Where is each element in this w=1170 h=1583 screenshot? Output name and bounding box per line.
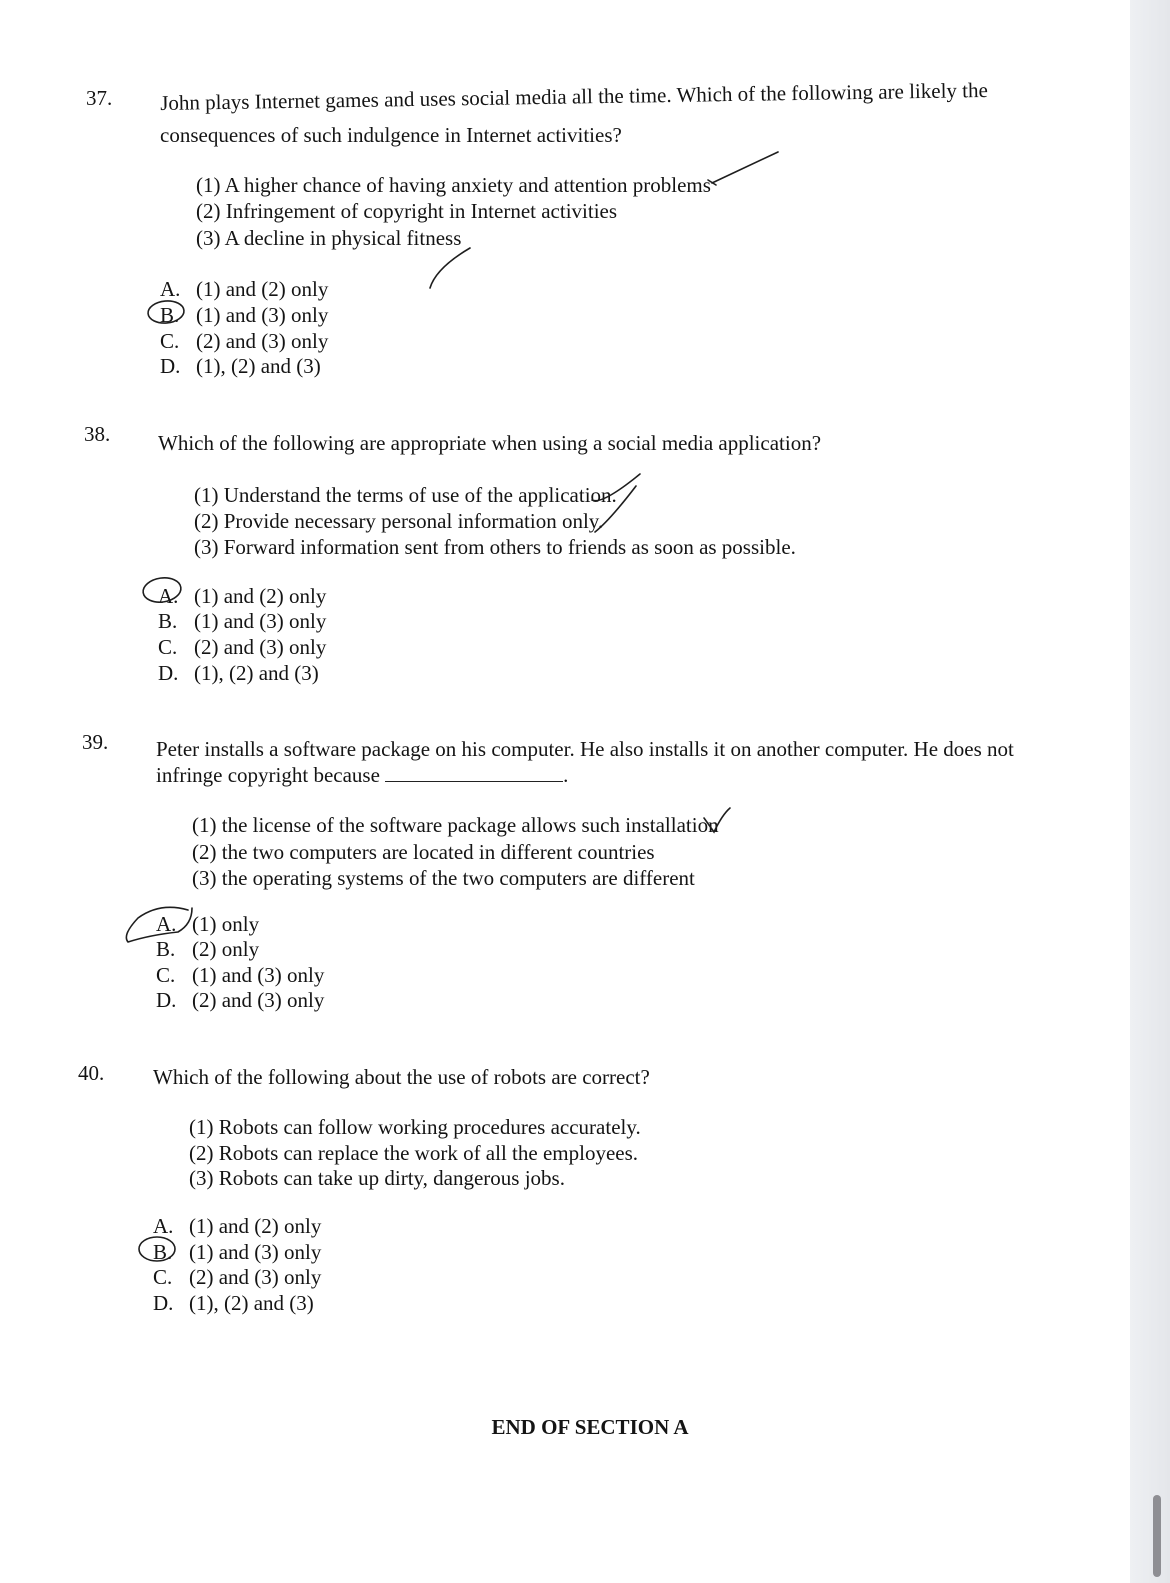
- question-39-text-line2: [156, 762, 568, 788]
- question-38-text-line1: Which of the following are appropriate when using a social media application?: [158, 431, 822, 455]
- question-39-option-c[interactable]: [156, 962, 324, 988]
- question-38-option-d[interactable]: [158, 660, 319, 686]
- question-40-statement-1: (1) Robots can follow working procedures accurately.: [189, 1115, 641, 1139]
- option-letter: D.: [158, 661, 179, 685]
- option-text: (2) and (3) only: [194, 635, 327, 659]
- question-39-number: 39.: [82, 730, 109, 754]
- end-of-section-label: END OF SECTION A: [491, 1415, 689, 1439]
- question-37-option-d[interactable]: [160, 353, 321, 379]
- option-letter: A.: [156, 912, 177, 936]
- answer-blank: [385, 763, 563, 782]
- question-40-statement-3: (3) Robots can take up dirty, dangerous jobs.: [189, 1166, 565, 1190]
- option-text: (1), (2) and (3): [194, 661, 319, 685]
- question-39-statement-2: (2) the two computers are located in different countries: [192, 840, 655, 864]
- option-text: (1) only: [192, 912, 260, 936]
- option-letter: A.: [153, 1214, 174, 1238]
- option-letter: A.: [160, 277, 181, 301]
- question-38-statement-3: (3) Forward information sent from others to friends as soon as possible.: [194, 535, 796, 559]
- option-text: (1) and (2) only: [189, 1214, 322, 1238]
- option-text: (1) and (3) only: [189, 1240, 322, 1264]
- option-letter: D.: [160, 354, 181, 378]
- option-letter: D.: [153, 1291, 174, 1315]
- option-text: (1) and (3) only: [194, 609, 327, 633]
- option-text: (1), (2) and (3): [196, 354, 321, 378]
- option-letter: B.: [153, 1240, 173, 1264]
- question-39-text-line2-end: .: [563, 763, 569, 787]
- question-39-option-a[interactable]: [156, 911, 259, 937]
- question-37-statement-3: (3) A decline in physical fitness: [196, 226, 462, 250]
- question-40-text-line1: Which of the following about the use of robots are correct?: [153, 1065, 650, 1089]
- option-letter: C.: [153, 1265, 173, 1289]
- option-letter: C.: [160, 329, 180, 353]
- question-37-number: 37.: [86, 86, 113, 110]
- question-40-option-a[interactable]: [153, 1213, 321, 1239]
- option-letter: C.: [158, 635, 178, 659]
- question-40-option-c[interactable]: [153, 1264, 321, 1290]
- option-text: (1), (2) and (3): [189, 1291, 314, 1315]
- option-text: (1) and (2) only: [194, 584, 327, 608]
- question-39-text-line2-start: infringe copyright because: [156, 763, 380, 787]
- question-37-statement-1: (1) A higher chance of having anxiety and attention problems: [196, 173, 711, 197]
- question-38-option-a[interactable]: [158, 583, 326, 609]
- question-39-statement-3: (3) the operating systems of the two computers are different: [192, 866, 695, 890]
- question-39-text-line1: Peter installs a software package on his computer. He also installs it on another computer. He does not: [156, 737, 1014, 761]
- question-40-option-d[interactable]: [153, 1290, 314, 1316]
- option-text: (2) only: [192, 937, 260, 961]
- question-40-statement-2: (2) Robots can replace the work of all the employees.: [189, 1141, 639, 1165]
- question-38-statement-2: (2) Provide necessary personal information only.: [194, 509, 604, 533]
- option-text: (2) and (3) only: [196, 329, 329, 353]
- question-38-statement-1: (1) Understand the terms of use of the application.: [194, 483, 617, 507]
- option-text: (2) and (3) only: [189, 1265, 322, 1289]
- question-39-statement-1: (1) the license of the software package allows such installation: [192, 813, 719, 837]
- question-38-number: 38.: [84, 422, 111, 446]
- question-38-option-b[interactable]: [158, 608, 326, 634]
- option-text: (1) and (3) only: [192, 963, 325, 987]
- question-37-option-b[interactable]: [160, 302, 328, 328]
- question-37-text-line2: consequences of such indulgence in Internet activities?: [160, 123, 622, 147]
- option-letter: A.: [158, 584, 179, 608]
- viewer-gutter: [1130, 0, 1170, 1583]
- question-40-option-b[interactable]: [153, 1239, 321, 1265]
- question-39-option-b[interactable]: [156, 936, 259, 962]
- option-letter: C.: [156, 963, 176, 987]
- question-40-number: 40.: [78, 1061, 105, 1085]
- question-37-option-c[interactable]: [160, 328, 328, 354]
- question-38-option-c[interactable]: [158, 634, 326, 660]
- question-39-option-d[interactable]: [156, 987, 324, 1013]
- question-37-option-a[interactable]: [160, 276, 328, 302]
- option-letter: B.: [158, 609, 178, 633]
- option-text: (1) and (3) only: [196, 303, 329, 327]
- question-37-statement-2: (2) Infringement of copyright in Internet activities: [196, 199, 618, 223]
- question-37-text-line1: John plays Internet games and uses social media all the time. Which of the following are likely the: [160, 77, 989, 115]
- scrollbar-thumb[interactable]: [1153, 1495, 1161, 1577]
- option-letter: B.: [156, 937, 176, 961]
- option-text: (1) and (2) only: [196, 277, 329, 301]
- option-text: (2) and (3) only: [192, 988, 325, 1012]
- option-letter: D.: [156, 988, 177, 1012]
- option-letter: B.: [160, 303, 180, 327]
